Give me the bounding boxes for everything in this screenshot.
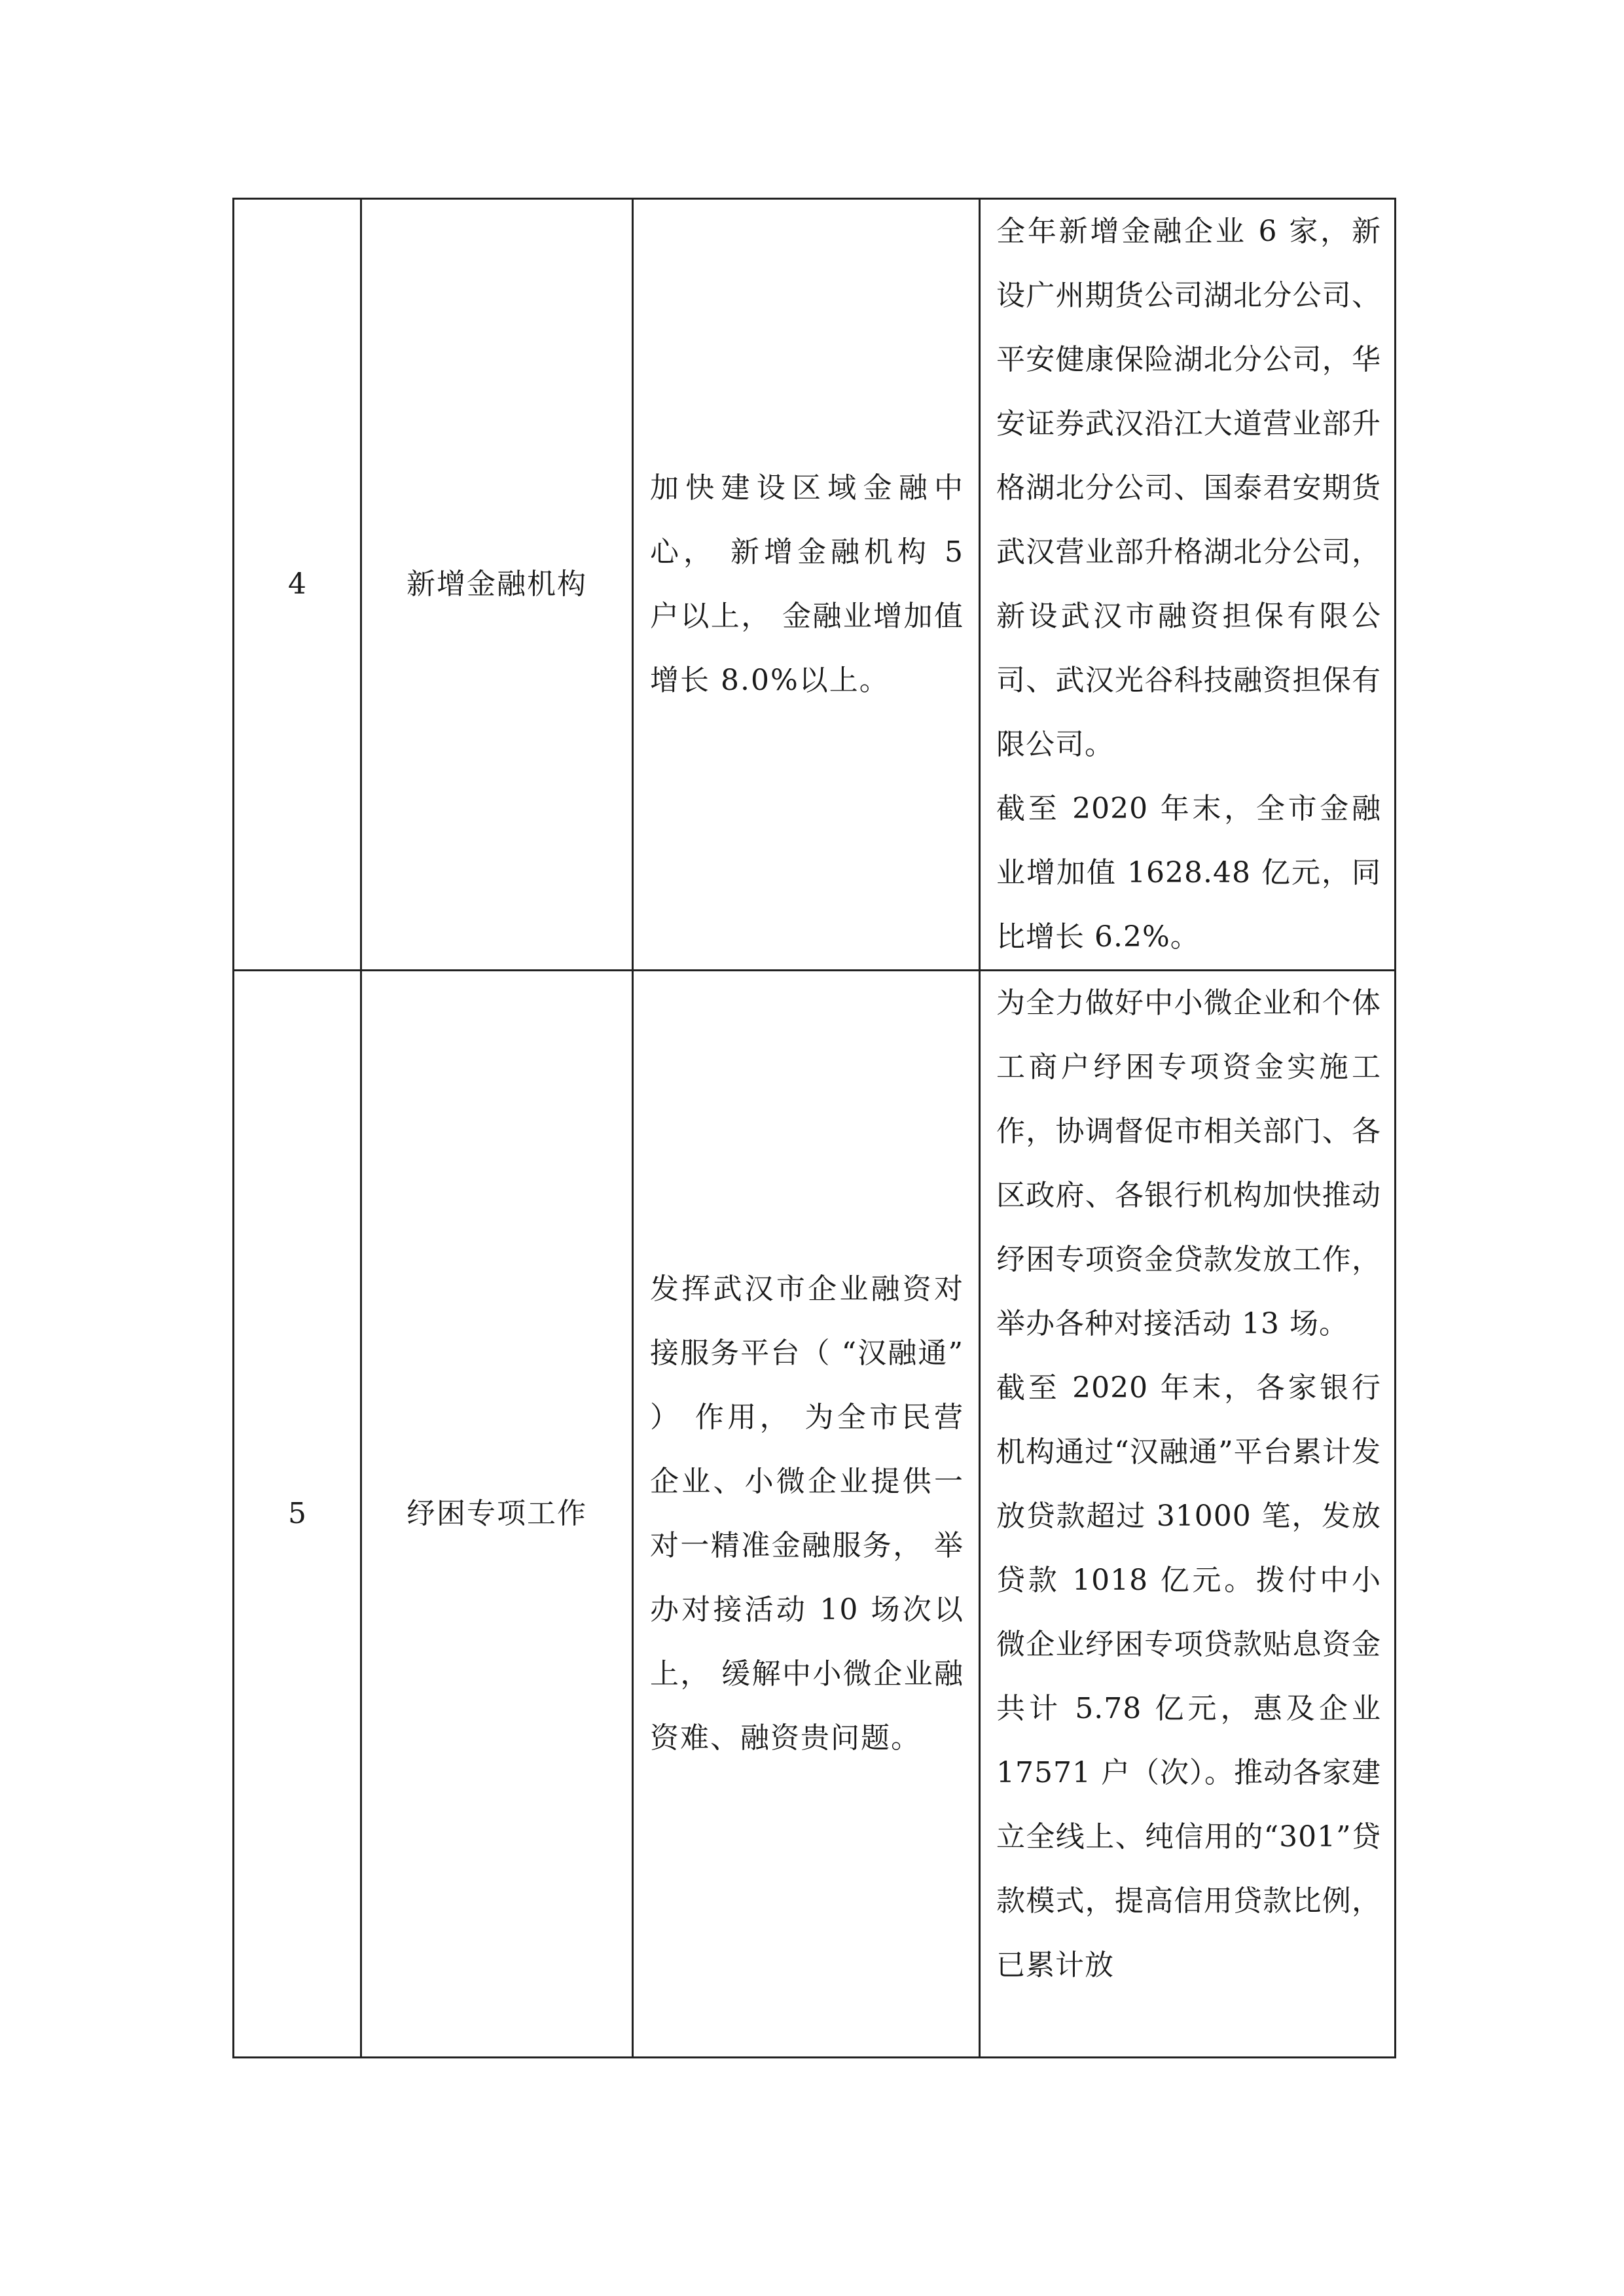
result-paragraph: 为全力做好中小微企业和个体工商户纾困专项资金实施工作，协调督促市相关部门、各区政府、各银行机构加快推动纾困专项资金贷款发放工作，举办各种对接活动 13 场。 bbox=[996, 986, 1381, 1340]
table-row bbox=[234, 971, 1396, 2058]
row-number: 5 bbox=[234, 971, 361, 2058]
task-result bbox=[980, 199, 1396, 971]
row-number: 4 bbox=[234, 199, 361, 971]
result-paragraph: 截至 2020 年末，各家银行机构通过“汉融通”平台累计发放贷款超过 31000 笔，发放贷款 1018 亿元。拨付中小微企业纾困专项贷款贴息资金共计 5.78 亿元，惠及企业 17571 户（次）。推动各家建立全线上、纯信用的“301”贷款模式，提高信用贷款比例，已累计放 bbox=[996, 1371, 1381, 1982]
task-name: 纾困专项工作 bbox=[361, 971, 633, 2058]
task-result bbox=[980, 971, 1396, 2058]
report-table bbox=[232, 198, 1396, 2058]
result-paragraph: 全年新增金融企业 6 家，新设广州期货公司湖北分公司、平安健康保险湖北分公司，华安证券武汉沿江大道营业部升格湖北分公司、国泰君安期货武汉营业部升格湖北分公司，新设武汉市融资担保有限公司、武汉光谷科技融资担保有限公司。 bbox=[996, 215, 1381, 761]
table-row bbox=[234, 199, 1396, 971]
result-paragraph: 截至 2020 年末，全市金融业增加值 1628.48 亿元，同比增长 6.2%。 bbox=[996, 792, 1381, 954]
task-name: 新增金融机构 bbox=[361, 199, 633, 971]
task-target: 加快建设区域金融中心， 新增金融机构 5 户以上， 金融业增加值增长 8.0%以上。 bbox=[633, 199, 980, 971]
task-target: 发挥武汉市企业融资对接服务平台（ “汉融通” ） 作用， 为全市民营企业、小微企业提供一对一精准金融服务， 举办对接活动 10 场次以上， 缓解中小微企业融资难、融资贵问题。 bbox=[633, 971, 980, 2058]
